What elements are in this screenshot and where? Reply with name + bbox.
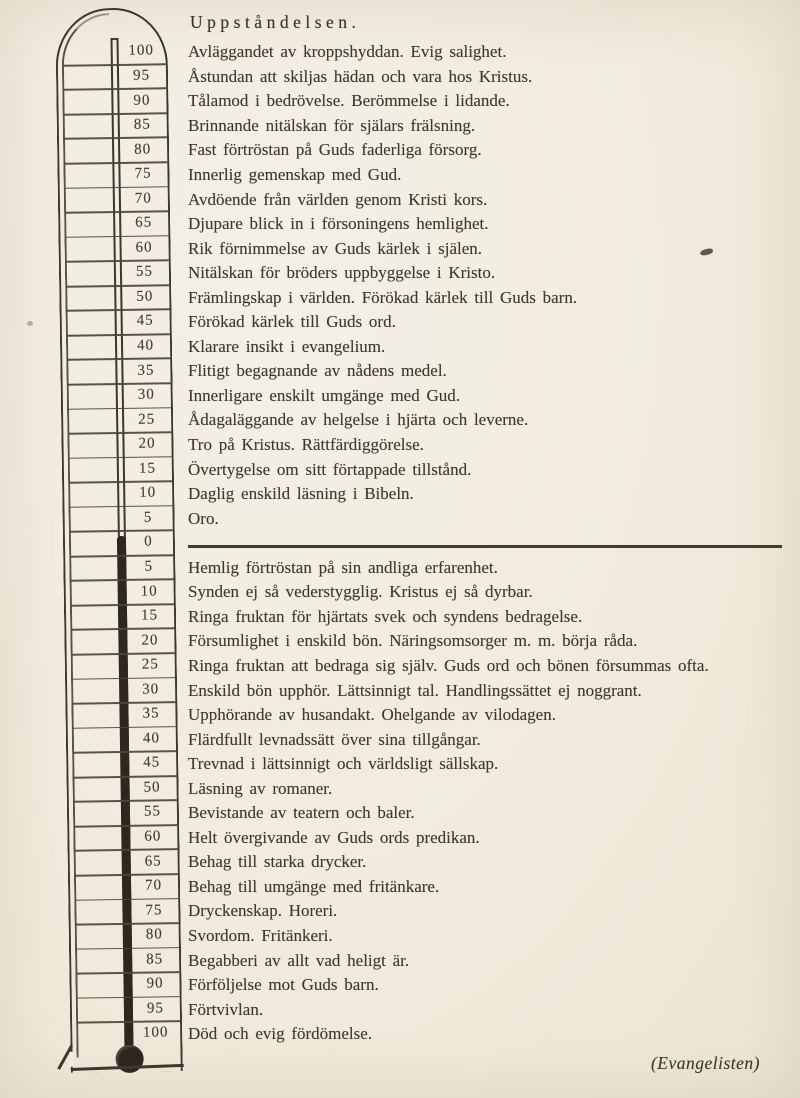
entry-text: Åstundan att skiljas hädan och vara hos Kristus. [188,66,533,86]
scale-number: 65 [144,852,162,870]
entry-text: Brinnande nitälskan för själars frälsning. [188,115,476,135]
entry-text: Ringa fruktan för hjärtats svek och syndens bedragelse. [188,606,583,626]
scale-number: 15 [140,607,159,624]
thermometer-figure [40,4,201,1096]
paper-speck [27,321,33,326]
scale-number: 70 [134,190,152,207]
scale-number: 55 [135,263,154,281]
scale-number: 65 [135,214,153,231]
scale-number: 10 [140,582,158,600]
thermometer-body [55,7,183,1073]
scale-number: 85 [133,116,151,133]
entry-text: Synden ej så vederstygglig. Kristus ej så dyrbar. [188,582,533,602]
entry-text: Upphörande av husandakt. Ohelgande av vilodagen. [188,705,556,725]
entry-text: Förtvivlan. [188,999,264,1019]
scale-number: 95 [132,67,151,84]
entry-text: Innerligare enskilt umgänge med Gud. [188,385,461,405]
entry-text: Flärdfullt levnadssätt över sina tillgångar. [188,729,481,749]
scale-number: 25 [138,411,156,428]
entry-text: Övertygelse om sitt förtappade tillstånd. [188,459,472,479]
entry-text: Avläggandet av kroppshyddan. Evig salighet. [188,42,507,62]
scale-number: 90 [146,975,164,992]
entry-text: Förökad kärlek till Guds ord. [188,312,396,332]
entry-text: Djupare blick in i försoningens hemlighet. [188,214,489,234]
scale-number: 75 [145,902,163,919]
entry-text: Nitälskan för bröders uppbyggelse i Kristo. [188,263,496,283]
thermometer-base-patch [68,1052,73,1067]
scale-number: 10 [139,484,157,501]
scale-number: 80 [134,141,152,158]
entry-text: Avdöende från världen genom Kristi kors. [188,189,488,209]
scale-number: 100 [142,1024,169,1042]
entry-text: Behag till umgänge med fritänkare. [188,876,440,896]
entry-text: Daglig enskild läsning i Bibeln. [188,484,414,504]
scale-number: 20 [141,632,159,649]
scale-number: 45 [143,754,161,772]
scale-number: 70 [144,877,163,894]
entry-text: Död och evig fördömelse. [188,1024,373,1044]
entry-text: Hemlig förtröstan på sin andliga erfarenhet. [188,557,498,577]
scale-number: 20 [138,435,156,452]
scale-number: 60 [135,239,153,256]
entry-text: Innerlig gemenskap med Gud. [188,164,402,184]
entry-text: Främlingskap i världen. Förökad kärlek till Guds barn. [188,287,578,307]
scale-number: 95 [146,1000,165,1017]
entry-text: Ådagaläggande av helgelse i hjärta och leverne. [188,410,529,430]
zero-divider-rule [188,545,782,548]
entry-text: Fast förtröstan på Guds faderliga försorg. [188,140,482,160]
entry-text: Tålamod i bedrövelse. Berömmelse i lidande. [188,91,510,111]
entry-text: Klarare insikt i evangelium. [188,336,386,356]
scale-number: 35 [137,362,155,379]
entry-text: Behag till starka drycker. [188,852,367,872]
scale-number: 0 [144,533,153,551]
entry-text: Förföljelse mot Guds barn. [188,975,379,995]
entry-text: Flitigt begagnande av nådens medel. [188,361,447,381]
scale-number: 60 [144,828,162,845]
page-title: Uppståndelsen. [190,12,361,32]
scale-number: 50 [136,288,154,305]
entry-text: Bevistande av teatern och baler. [188,803,415,823]
scale-number: 40 [142,730,161,747]
entry-text: Trevnad i lättsinnigt och världsligt sällskap. [188,754,499,774]
scale-number: 30 [142,681,160,698]
scale-number: 30 [137,386,155,403]
scale-number: 55 [143,803,162,821]
scale-number: 50 [143,779,161,796]
entry-text: Svordom. Fritänkeri. [188,926,333,945]
scale-number: 40 [136,337,155,354]
scale-number: 25 [141,656,159,673]
scale-number: 90 [133,91,151,109]
scale-number: 35 [142,705,160,722]
entry-text: Helt övergivande av Guds ords predikan. [188,827,480,847]
entry-text: Tro på Kristus. Rättfärdiggörelse. [188,435,424,454]
entry-text: Ringa fruktan att bedraga sig själv. Guds ord och bönen försummas ofta. [188,655,709,675]
scale-number: 80 [145,926,163,943]
entry-text: Dryckenskap. Horeri. [188,901,338,921]
entry-text: Begabberi av allt vad heligt är. [188,950,410,970]
entry-text: Läsning av romaner. [188,778,333,798]
entry-text: Försumlighet i enskild bön. Näringsomsorger m. m. börja råda. [188,631,638,651]
scale-number: 45 [136,312,154,330]
attribution: (Evangelisten) [650,1053,760,1073]
entry-text: Enskild bön upphör. Lättsinnigt tal. Handlingssättet ej noggrant. [188,680,642,700]
entry-text: Rik förnimmelse av Guds kärlek i själen. [188,238,483,258]
scale-number: 75 [134,165,152,182]
entry-list [188,0,800,1098]
scale-number: 100 [128,42,155,60]
zero-divider [188,531,782,556]
entry-text: Oro. [188,508,219,528]
scale-number: 5 [144,558,154,575]
scale-number: 85 [146,951,164,968]
scale-number: 15 [138,460,156,477]
scale-number: 5 [143,509,153,526]
